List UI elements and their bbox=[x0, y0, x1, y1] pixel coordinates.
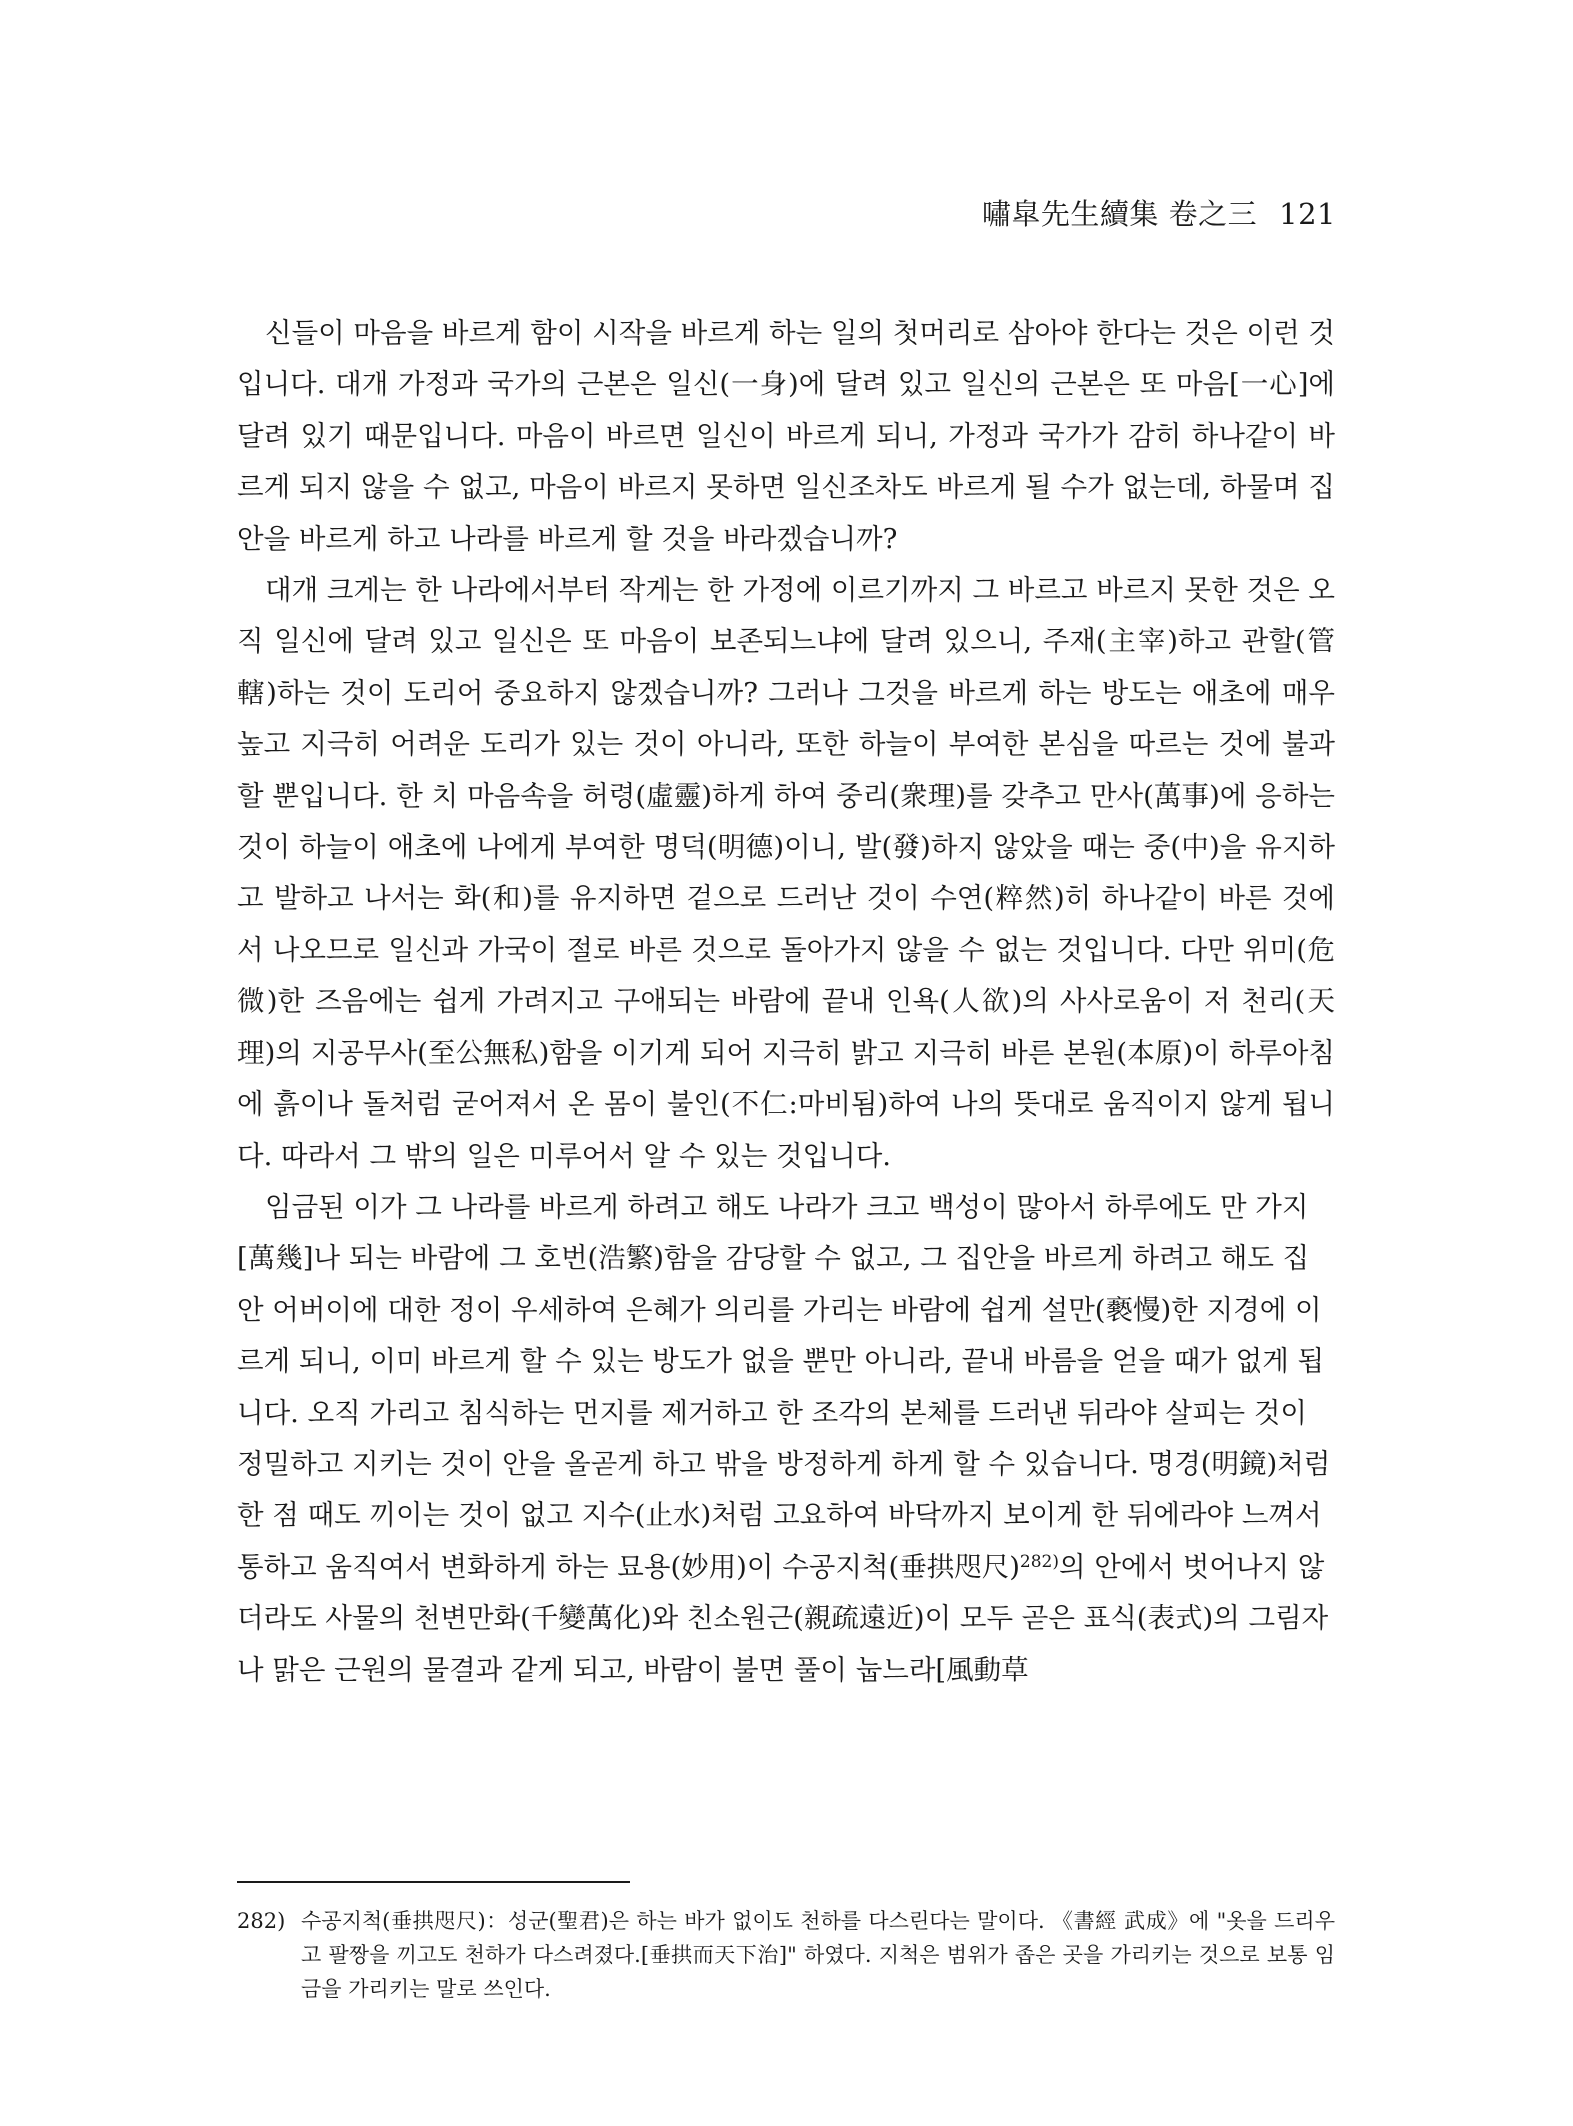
footnote-divider bbox=[237, 1881, 630, 1883]
paragraph-1: 신들이 마음을 바르게 함이 시작을 바르게 하는 일의 첫머리로 삼아야 한다는 것은 이런 것입니다. 대개 가정과 국가의 근본은 일신(一身)에 달려 있고 일신의 근본은 또 마음[一心]에 달려 있기 때문입니다. 마음이 바르면 일신이 바르게 되니, 가정과 국가가 감히 하나같이 바르게 되지 않을 수 없고, 마음이 바르지 못하면 일신조차도 바르게 될 수가 없는데, 하물며 집안을 바르게 하고 나라를 바르게 할 것을 바라겠습니까? bbox=[237, 317, 1335, 555]
body-text bbox=[237, 308, 1335, 1696]
paragraph-3-text: 임금된 이가 그 나라를 바르게 하려고 해도 나라가 크고 백성이 많아서 하루에도 만 가지[萬幾]나 되는 바람에 그 호번(浩繁)함을 감당할 수 없고, 그 집안을 바르게 하려고 해도 집안 어버이에 대한 정이 우세하여 은혜가 의리를 가리는 바람에 쉽게 설만(褻慢)한 지경에 이르게 되니, 이미 바르게 할 수 있는 방도가 없을 뿐만 아니라, 끝내 바름을 얻을 때가 없게 됩니다. 오직 가리고 침식하는 먼지를 제거하고 한 조각의 본체를 드러낸 뒤라야 살피는 것이 정밀하고 지키는 것이 안을 올곧게 하고 밖을 방정하게 하게 할 수 있습니다. 명경(明鏡)처럼 한 점 때도 끼이는 것이 없고 지수(止水)처럼 고요하여 바닥까지 보이게 한 뒤에라야 느껴서 통하고 움직여서 변화하게 하는 묘용(妙用)이 수공지척(垂拱咫尺) bbox=[237, 1190, 1331, 1583]
book-title: 嘯皐先生續集 卷之三 bbox=[981, 197, 1258, 231]
paragraph-3-continuation: 의 안에서 벗어나지 않더라도 사물의 천변만화(千變萬化)와 친소원근(親疏遠近)이 모두 곧은 표식(表式)의 그림자나 맑은 근원의 물결과 같게 되고, 바람이 불면 풀이 눕느라[風動草 bbox=[237, 1550, 1329, 1686]
paragraph-3 bbox=[237, 1182, 1335, 1696]
footnote bbox=[237, 1904, 1335, 2006]
footnote-reference[interactable]: 282) bbox=[1019, 1551, 1060, 1572]
paragraph-2: 대개 크게는 한 나라에서부터 작게는 한 가정에 이르기까지 그 바르고 바르지 못한 것은 오직 일신에 달려 있고 일신은 또 마음이 보존되느냐에 달려 있으니, 주재(主宰)하고 관할(管轄)하는 것이 도리어 중요하지 않겠습니까? 그러나 그것을 바르게 하는 방도는 애초에 매우 높고 지극히 어려운 도리가 있는 것이 아니라, 또한 하늘이 부여한 본심을 따르는 것에 불과할 뿐입니다. 한 치 마음속을 허령(虛靈)하게 하여 중리(衆理)를 갖추고 만사(萬事)에 응하는 것이 하늘이 애초에 나에게 부여한 명덕(明德)이니, 발(發)하지 않았을 때는 중(中)을 유지하고 발하고 나서는 화(和)를 유지하면 겉으로 드러난 것이 수연(粹然)히 하나같이 바른 것에서 나오므로 일신과 가국이 절로 바른 것으로 돌아가지 않을 수 없는 것입니다. 다만 위미(危微)한 즈음에는 쉽게 가려지고 구애되는 바람에 끝내 인욕(人欲)의 사사로움이 저 천리(天理)의 지공무사(至公無私)함을 이기게 되어 지극히 밝고 지극히 바른 본원(本原)이 하루아침에 흙이나 돌처럼 굳어져서 온 몸이 불인(不仁:마비됨)하여 나의 뜻대로 움직이지 않게 됩니다. 따라서 그 밖의 일은 미루어서 알 수 있는 것입니다. bbox=[237, 574, 1335, 1172]
footnote-text: 수공지척(垂拱咫尺)：성군(聖君)은 하는 바가 없이도 천하를 다스린다는 말이다. 《書經 武成》에 "옷을 드리우고 팔짱을 끼고도 천하가 다스려졌다.[垂拱而天下治]" 하였다. 지척은 범위가 좁은 곳을 가리키는 것으로 보통 임금을 가리키는 말로 쓰인다. bbox=[301, 1909, 1335, 2001]
running-header bbox=[982, 192, 1336, 233]
page-number: 121 bbox=[1279, 197, 1336, 231]
footnote-number: 282) bbox=[237, 1909, 286, 1933]
